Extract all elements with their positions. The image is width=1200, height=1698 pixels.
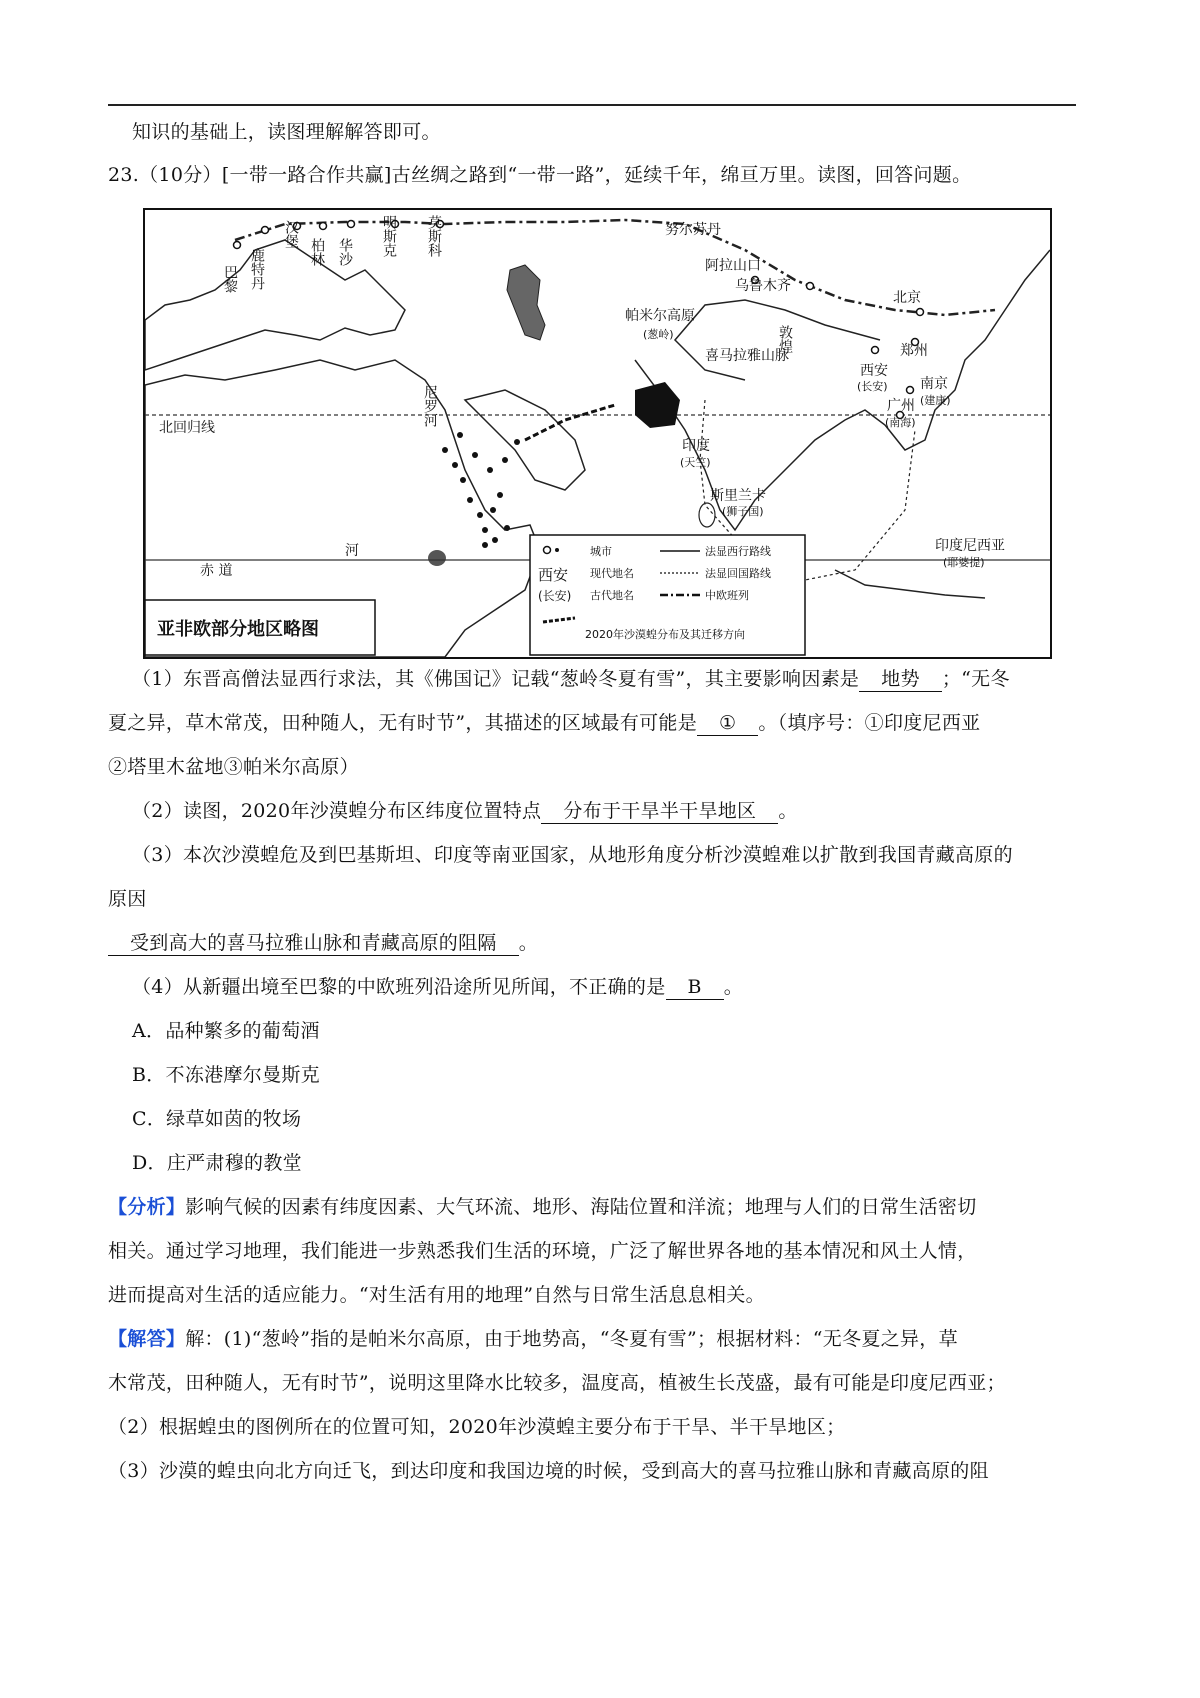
legend-route-return: 法显回国路线 bbox=[705, 567, 771, 580]
dunhuang-label: 敦煌 bbox=[777, 325, 793, 353]
city-hamburg-label: 汉堡 bbox=[283, 220, 299, 248]
nanjing-old-label: (建康) bbox=[920, 394, 951, 407]
beijing-label: 北京 bbox=[893, 290, 921, 306]
city-moscow-label: 莫斯科 bbox=[426, 215, 442, 257]
indonesia-label: 印度尼西亚 bbox=[935, 538, 1005, 554]
option-b: B．不冻港摩尔曼斯克 bbox=[132, 1064, 320, 1086]
option-c: C．绿草如茵的牧场 bbox=[132, 1108, 302, 1130]
legend-ancient: 古代地名 bbox=[590, 589, 634, 602]
xian-old-label: (长安) bbox=[857, 380, 888, 393]
solution-line1: 【解答】解：(1)“葱岭”指的是帕米尔高原，由于地势高，“冬夏有雪”；根据材料：“无冬夏之异，草 bbox=[108, 1328, 958, 1350]
tropic-label: 北回归线 bbox=[159, 420, 215, 436]
sub3-answer: 受到高大的喜马拉雅山脉和青藏高原的阻隔 bbox=[108, 931, 519, 956]
guangzhou-old-label: (南海) bbox=[885, 416, 916, 429]
sub3-line2: 原因 bbox=[108, 888, 147, 910]
pamir-label: 帕米尔高原 bbox=[625, 308, 695, 324]
option-d: D．庄严肃穆的教堂 bbox=[132, 1152, 302, 1174]
legend-train: 中欧班列 bbox=[705, 589, 749, 602]
sub3-line1: （3）本次沙漠蝗危及到巴基斯坦、印度等南亚国家，从地形角度分析沙漠蝗难以扩散到我国青藏高原的 bbox=[132, 844, 1013, 866]
city-berlin-label: 柏林 bbox=[309, 238, 325, 266]
sub1-answer2: ① bbox=[697, 711, 758, 736]
solution-line3: （2）根据蝗虫的图例所在的位置可知，2020年沙漠蝗主要分布于干旱、半干旱地区； bbox=[108, 1416, 846, 1438]
sub4-line: （4）从新疆出境至巴黎的中欧班列沿途所见所闻，不正确的是 B 。 bbox=[132, 976, 744, 998]
question-stem bbox=[108, 163, 971, 187]
asia-africa-europe-map bbox=[143, 208, 1052, 659]
indonesia-old-label: (耶婆提) bbox=[943, 556, 985, 569]
city-rotterdam-label: 鹿特丹 bbox=[249, 248, 265, 290]
solution-tag: 【解答】 bbox=[108, 1328, 186, 1350]
sub2-answer: 分布于干旱半干旱地区 bbox=[541, 799, 778, 824]
analysis-line1: 【分析】影响气候的因素有纬度因素、大气环流、地形、海陆位置和洋流；地理与人们的日常生活密切 bbox=[108, 1196, 977, 1218]
map-title: 亚非欧部分地区略图 bbox=[157, 619, 319, 640]
city-paris-label: 巴黎 bbox=[222, 265, 238, 293]
sub1-line1: （1）东晋高僧法显西行求法，其《佛国记》记载“葱岭冬夏有雪”，其主要影响因素是 地势 ；“无冬 bbox=[132, 668, 1010, 690]
urumqi-label: 乌鲁木齐 bbox=[735, 278, 791, 294]
congo-label: 河 bbox=[345, 543, 359, 559]
option-a: A．品种繁多的葡萄酒 bbox=[132, 1020, 320, 1042]
sub1-line3: ②塔里木盆地③帕米尔高原） bbox=[108, 756, 359, 778]
analysis-tag: 【分析】 bbox=[108, 1196, 186, 1218]
city-warsaw-label: 华沙 bbox=[337, 238, 353, 266]
sub3-line3: 受到高大的喜马拉雅山脉和青藏高原的阻隔 。 bbox=[108, 931, 538, 956]
analysis-line2: 相关。通过学习地理，我们能进一步熟悉我们生活的环境，广泛了解世界各地的基本情况和风土人情， bbox=[108, 1240, 977, 1262]
equator-label: 赤 道 bbox=[200, 563, 233, 579]
map-legend bbox=[530, 535, 805, 655]
solution-line2: 木常茂，田种随人，无有时节”，说明这里降水比较多，温度高，植被生长茂盛，最有可能是印度尼西亚； bbox=[108, 1372, 1006, 1394]
legend-xian: 西安 bbox=[538, 566, 569, 584]
sub4-answer: B bbox=[666, 975, 724, 1000]
legend-locust: 2020年沙漠蝗分布及其迁移方向 bbox=[585, 628, 745, 641]
sub1-line2: 夏之异，草木常茂，田种随人，无有时节”，其描述的区域最有可能是 ① 。（填序号：①印度尼西亚 bbox=[108, 712, 981, 734]
analysis-line3: 进而提高对生活的适应能力。“对生活有用的地理”自然与日常生活息息相关。 bbox=[108, 1284, 765, 1306]
legend-modern: 现代地名 bbox=[590, 567, 634, 580]
guangzhou-label: 广州 bbox=[887, 398, 915, 414]
solution-line4: （3）沙漠的蝗虫向北方向迁飞，到达印度和我国边境的时候，受到高大的喜马拉雅山脉和青藏高原的阻 bbox=[108, 1460, 989, 1482]
header-continuation: 知识的基础上，读图理解解答即可。 bbox=[132, 121, 441, 143]
srilanka-old-label: (狮子国) bbox=[722, 505, 764, 518]
india-label: 印度 bbox=[682, 438, 710, 454]
question-text: [一带一路合作共赢]古丝绸之路到“一带一路”，延续千年，绵亘万里。读图，回答问题。 bbox=[221, 164, 972, 186]
header-rule bbox=[108, 104, 1076, 106]
srilanka-label: 斯里兰卡 bbox=[710, 488, 766, 504]
legend-route-west: 法显西行路线 bbox=[705, 545, 771, 558]
legend-changan: (长安) bbox=[538, 589, 572, 603]
sub1-answer1: 地势 bbox=[859, 667, 942, 692]
pamir-old-label: (葱岭) bbox=[643, 328, 674, 341]
nile-label: 尼罗河 bbox=[422, 385, 438, 427]
xian-label: 西安 bbox=[860, 363, 888, 379]
india-old-label: (天竺) bbox=[680, 456, 711, 469]
lake-victoria bbox=[428, 550, 446, 566]
zhengzhou-label: 郑州 bbox=[900, 343, 928, 359]
legend-city: 城市 bbox=[590, 545, 612, 558]
nanjing-label: 南京 bbox=[920, 376, 948, 392]
question-number: 23. bbox=[108, 164, 140, 186]
city-minsk-label: 明斯克 bbox=[381, 215, 397, 257]
sub2-line: （2）读图，2020年沙漠蝗分布区纬度位置特点 分布于干旱半干旱地区 。 bbox=[132, 800, 798, 822]
himalaya-label: 喜马拉雅山脉 bbox=[705, 348, 789, 364]
question-score: （10分） bbox=[139, 164, 222, 186]
alashankou-label: 阿拉山口 bbox=[705, 258, 761, 274]
nursultan-label: 努尔苏丹 bbox=[665, 222, 721, 238]
